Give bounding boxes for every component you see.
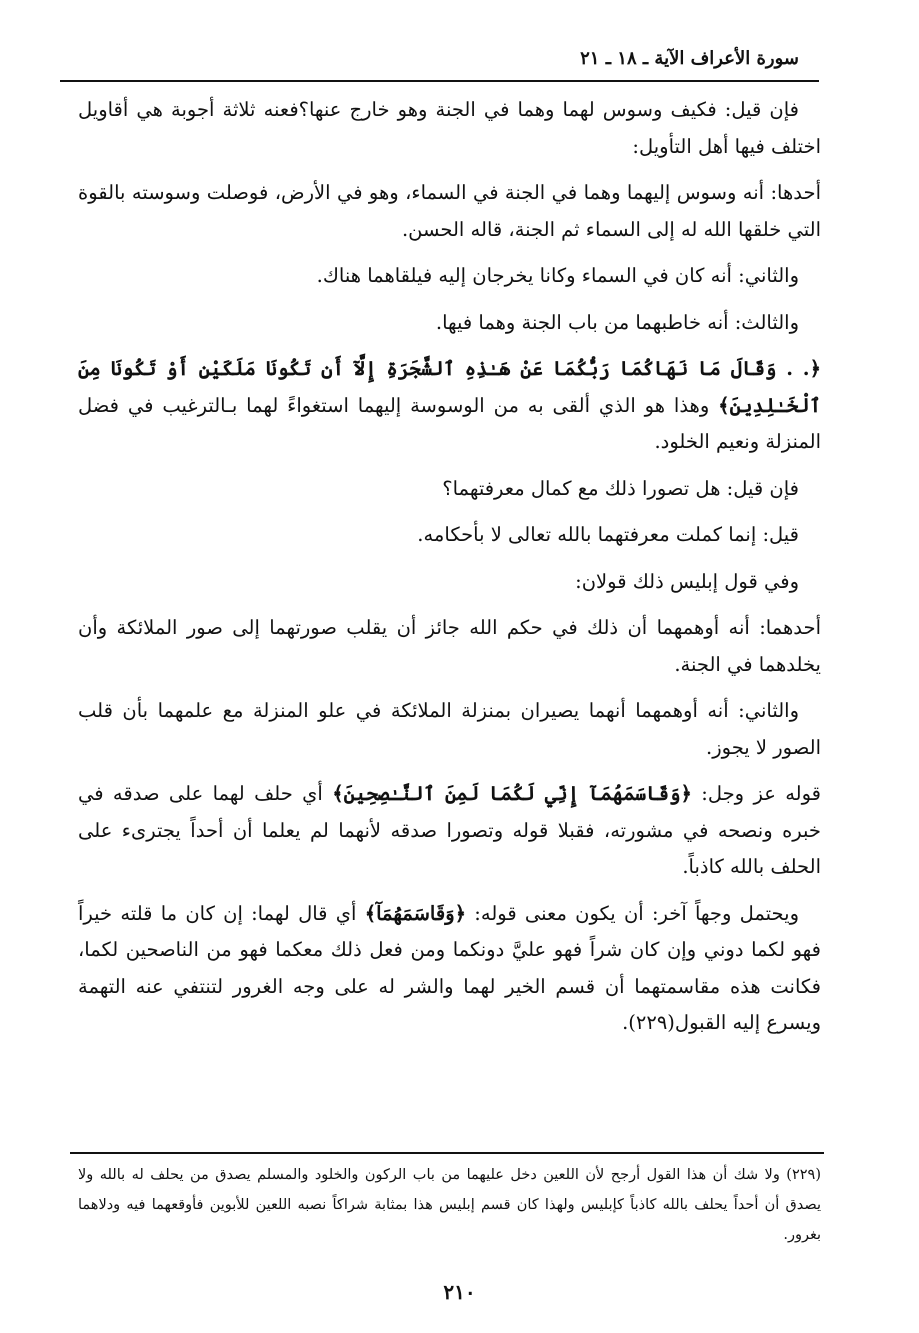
quran-verse: ﴿وَقَاسَمَهُمَآ﴾	[364, 901, 467, 925]
paragraph: أحدها: أنه وسوس إليهما وهما في الجنة في السماء، وهو في الأرض، فوصلت وسوسته بالقوة التي خلقها الله له إلى السماء ثم الجنة، قاله الحسن.	[78, 181, 821, 241]
page-number: ٢١٠	[443, 1280, 476, 1304]
paragraph: أحدهما: أنه أوهمهما أن ذلك في حكم الله جائز أن يقلب صورتهما إلى صور الملائكة وأن يخلدهما في الجنة.	[78, 616, 821, 676]
verse-commentary: وهذا هو الذي ألقى به من الوسوسة إليهما استغواءً لهما بـالترغيب في فضل المنزلة ونعيم الخلود.	[78, 393, 821, 453]
paragraph: قيل: إنما كملت معرفتهما بالله تعالى لا بأحكامه.	[417, 523, 799, 546]
paragraph: والثاني: أنه أوهمهما أنهما يصيران بمنزلة الملائكة في علو المنزلة مع علمهما بأن قلب الصور لا يجوز.	[78, 699, 821, 759]
paragraph: فإن قيل: هل تصورا ذلك مع كمال معرفتهما؟	[442, 476, 799, 500]
quran-verse: ﴿. . وَقَالَ مَا نَهَاكُمَا رَبُّكُمَا عَنْ هَـٰذِهِ ٱلشَّجَرَةِ إِلَّآ أَن تَكُونَا مَلَكَيْنِ أَوْ تَكُونَا مِنَ ٱلْخَـٰلِدِينَ﴾	[78, 357, 821, 417]
header-title: سورة الأعراف الآية ـ ١٨ ـ ٢١	[580, 48, 799, 69]
main-text	[78, 92, 821, 1052]
alternative-paragraph	[78, 896, 821, 1042]
paragraph: والثالث: أنه خاطبهما من باب الجنة وهما فيها.	[435, 310, 799, 334]
oath-commentary: أي حلف لهما على صدقه في خبره ونصحه في مشورته، فقبلا قوله وتصورا صدقه لأنهما لم يعلما أن أحداً يجترىء على الحلف بالله كاذباً.	[78, 782, 821, 878]
alt-commentary: أي قال لهما: إن كان ما قلته خيراً فهو لكما دوني وإن كان شراً فهو عليَّ دونكما ومن فعل ذلك معكما فهو من الناصحين لكما، فكانت هذه مقاسمتهما أن قسم الخير لهما والشر له على وجه الغرور لتنتفي عنه التهمة ويسرع إليه القبول	[78, 901, 821, 1034]
alt-prefix: ويحتمل وجهاً آخر: أن يكون معنى قوله:	[466, 901, 799, 925]
footnote: (٢٢٩) ولا شك أن هذا القول أرجح لأن اللعين دخل عليهما من باب الركون والخلود والمسلم يصدق من يحلف له بالله ولا يصدق أن أحداً يحلف بالله كاذباً كإبليس ولهذا كان قسم إبليس هذا بمثابة شراكاً نصبه اللعين للأبوين فأوقعهما فيه ودلاهما بغرور.	[78, 1167, 821, 1243]
footnote-divider	[70, 1152, 824, 1154]
paragraph: وفي قول إبليس ذلك قولان:	[575, 569, 799, 593]
oath-paragraph	[78, 776, 821, 886]
running-header	[60, 40, 819, 82]
verse-paragraph	[78, 351, 821, 461]
paragraph: والثاني: أنه كان في السماء وكانا يخرجان إليه فيلقاهما هناك.	[316, 264, 799, 287]
quran-verse: ﴿وَقَاسَمَهُمَآ إِنِّي لَكُمَا لَمِنَ ٱلنَّـٰصِحِينَ﴾	[332, 782, 692, 805]
oath-prefix: قوله عز وجل:	[691, 782, 822, 805]
paragraph: فإن قيل: فكيف وسوس لهما وهما في الجنة وهو خارج عنها؟فعنه ثلاثة أجوبة هي أقاويل اختلف فيها أهل التأويل:	[78, 98, 821, 158]
footnote-reference: (٢٢٩).	[622, 1011, 675, 1034]
